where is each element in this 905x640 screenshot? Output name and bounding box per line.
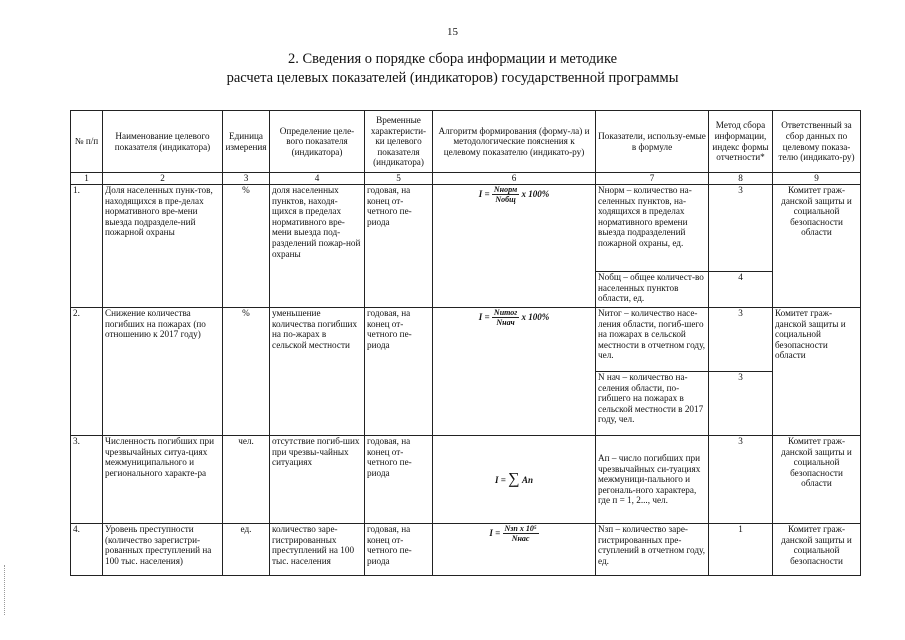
responsible-body: Комитет граж-данской защиты и социальной безопасности xyxy=(773,524,861,576)
formula-indicator: Nзп – количество заре-гистрированных пре-ступлений в отчетном году, ед. xyxy=(596,524,709,576)
table-row xyxy=(71,436,861,524)
table-row xyxy=(71,524,861,576)
column-number: 2 xyxy=(103,173,223,185)
indicator-definition: доля населенных пунктов, находя-щихся в пределах нормативного вре-мени выезда под-разделений пожар-ной охраны xyxy=(270,185,365,308)
header-cell: Показатели, использу-емые в формуле xyxy=(596,111,709,173)
header-cell: Метод сбора информации, индекс формы отчетности* xyxy=(709,111,773,173)
formula-indicator: Nитог – количество насе-ления области, погиб-шего на пожарах в сельской местности в отчетном году, чел. xyxy=(596,308,709,372)
column-number: 3 xyxy=(223,173,270,185)
formula-numerator: Nнорм xyxy=(493,185,518,194)
formula-lhs: I = xyxy=(478,312,490,323)
column-number: 7 xyxy=(596,173,709,185)
time-characteristics: годовая, на конец от-четного пе-риода xyxy=(365,308,433,436)
collection-method: 3 xyxy=(709,372,773,436)
header-cell: Определение целе-вого показателя (индикатора) xyxy=(270,111,365,173)
responsible-body: Комитет граж-данской защиты и социальной безопасности области xyxy=(773,308,861,436)
header-cell: Наименование целевого показателя (индикатора) xyxy=(103,111,223,173)
unit: ед. xyxy=(223,524,270,576)
formula xyxy=(433,185,596,308)
formula xyxy=(433,308,596,436)
column-number: 8 xyxy=(709,173,773,185)
formula-rhs: x 100% xyxy=(521,312,550,323)
indicator-name: Доля населенных пунк-тов, находящихся в пре-делах нормативного вре-мени выезда подразделе-ний пожарной охраны xyxy=(103,185,223,308)
formula xyxy=(433,436,596,524)
document-title xyxy=(0,50,905,88)
table-row xyxy=(71,185,861,272)
formula-numerator: Nитог xyxy=(493,308,518,317)
collection-method: 4 xyxy=(709,272,773,308)
indicator-definition: отсутствие погиб-ших при чрезвы-чайных ситуациях xyxy=(270,436,365,524)
page-number: 15 xyxy=(447,26,458,38)
column-number-row xyxy=(71,173,861,185)
collection-method: 3 xyxy=(709,308,773,372)
header-cell: № п/п xyxy=(71,111,103,173)
indicator-name: Уровень преступности (количество зарегистри-рованных преступлений на 100 тыс. населения) xyxy=(103,524,223,576)
formula-rhs: x 100% xyxy=(521,189,550,200)
title-line-1: 2. Сведения о порядке сбора информации и методике xyxy=(287,51,618,67)
formula-indicator: N нач – количество на-селения области, по-гибшего на пожарах в сельской местности в 2017 году, чел. xyxy=(596,372,709,436)
collection-method: 1 xyxy=(709,524,773,576)
header-cell: Временные характеристи-ки целевого показателя (индикатора) xyxy=(365,111,433,173)
formula-denominator: Nнас xyxy=(511,534,530,543)
formula-lhs: I = xyxy=(478,189,490,200)
indicator-name: Численность погибших при чрезвычайных ситуа-циях межмуниципального и регионального характе-ра xyxy=(103,436,223,524)
formula-numerator: Nзп x 10⁵ xyxy=(504,524,537,533)
row-number: 4. xyxy=(71,524,103,576)
indicator-definition: уменьшение количества погибших на по-жарах в сельской местности xyxy=(270,308,365,436)
formula-indicator: Aп – число погибших при чрезвычайных си-туациях межмуници-пального и регональ-ного характера, где п = 1, 2..., чел. xyxy=(596,436,709,524)
unit: % xyxy=(223,185,270,308)
formula-fraction xyxy=(492,185,519,204)
formula xyxy=(433,524,596,576)
header-cell: Алгоритм формирования (форму-ла) и методологические пояснения к целевому показателю (индикато-ру) xyxy=(433,111,596,173)
sum-symbol: ∑ xyxy=(508,470,520,488)
formula-lhs: I = xyxy=(489,528,501,539)
formula-fraction xyxy=(503,524,539,543)
title-line-2: расчета целевых показателей (индикаторов) государственной программы xyxy=(226,70,679,86)
collection-method: 3 xyxy=(709,185,773,272)
formula-fraction xyxy=(492,308,519,327)
unit: чел. xyxy=(223,436,270,524)
time-characteristics: годовая, на конец от-четного пе-риода xyxy=(365,524,433,576)
formula-indicator: Nнорм – количество на-селенных пунктов, на-ходящихся в пределах нормативного времени выезда подразделений пожарной охраны, ед. xyxy=(596,185,709,272)
indicator-definition: количество заре-гистрированных преступлений на 100 тыс. населения xyxy=(270,524,365,576)
scan-edge-mark xyxy=(4,565,6,615)
responsible-body: Комитет граж-данской защиты и социальной безопасности области xyxy=(773,436,861,524)
column-number: 1 xyxy=(71,173,103,185)
header-cell: Единица измерения xyxy=(223,111,270,173)
column-number: 6 xyxy=(433,173,596,185)
unit: % xyxy=(223,308,270,436)
column-number: 5 xyxy=(365,173,433,185)
indicators-table xyxy=(70,110,861,576)
indicator-name: Снижение количества погибших на пожарах (по отношению к 2017 году) xyxy=(103,308,223,436)
row-number: 3. xyxy=(71,436,103,524)
row-number: 2. xyxy=(71,308,103,436)
formula-denominator: Nнач xyxy=(496,318,515,327)
header-cell: Ответственный за сбор данных по целевому показа-телю (индикато-ру) xyxy=(773,111,861,173)
formula-indicator: Nобщ – общее количест-во населенных пунктов области, ед. xyxy=(596,272,709,308)
formula-denominator: Nобщ xyxy=(495,195,516,204)
column-number: 9 xyxy=(773,173,861,185)
time-characteristics: годовая, на конец от-четного пе-риода xyxy=(365,185,433,308)
collection-method: 3 xyxy=(709,436,773,524)
formula-term: Aп xyxy=(521,474,533,485)
responsible-body: Комитет граж-данской защиты и социальной безопасности области xyxy=(773,185,861,308)
table-header-row xyxy=(71,111,861,173)
time-characteristics: годовая, на конец от-четного пе-риода xyxy=(365,436,433,524)
column-number: 4 xyxy=(270,173,365,185)
table-row xyxy=(71,308,861,372)
formula-lhs: I = xyxy=(495,474,506,485)
row-number: 1. xyxy=(71,185,103,308)
